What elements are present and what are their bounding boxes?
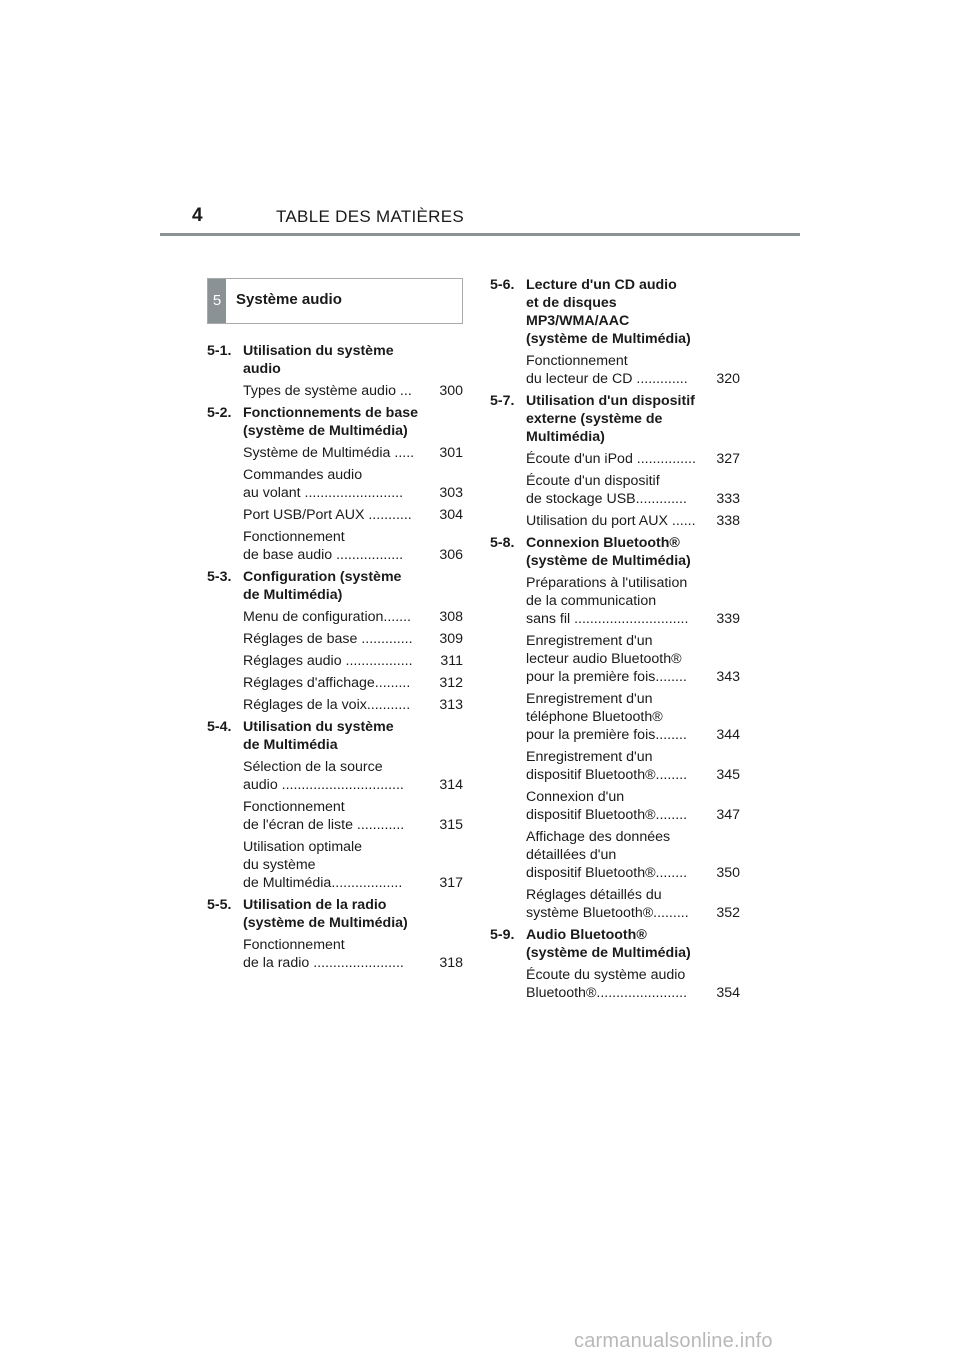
toc-entry-page-number: 300 xyxy=(439,383,463,399)
toc-group xyxy=(207,718,463,892)
toc-entry[interactable] xyxy=(207,798,463,834)
watermark: carmanualsonline.info xyxy=(574,1330,773,1352)
toc-right-column xyxy=(490,276,740,1006)
toc-entry-page-number: 338 xyxy=(716,513,740,529)
toc-entry[interactable] xyxy=(490,472,740,508)
toc-entry-text: Réglages de base ............. xyxy=(243,631,413,647)
toc-entry-text: Affichage des données détaillées d'un dispositif Bluetooth®........ xyxy=(526,829,688,881)
toc-group-heading[interactable] xyxy=(207,896,463,932)
toc-entry-text: Fonctionnement de l'écran de liste ............ xyxy=(243,799,405,833)
toc-entry-page-number: 345 xyxy=(716,767,740,783)
toc-entry[interactable] xyxy=(207,608,463,626)
toc-entry[interactable] xyxy=(490,788,740,824)
toc-entry[interactable] xyxy=(490,574,740,628)
toc-group-number: 5-4. xyxy=(207,719,232,735)
toc-entry[interactable] xyxy=(207,630,463,648)
toc-entry[interactable] xyxy=(490,966,740,1002)
toc-entry-page-number: 347 xyxy=(716,807,740,823)
section-title: Système audio xyxy=(236,291,342,308)
toc-entry-page-number: 304 xyxy=(439,507,463,523)
toc-entry[interactable] xyxy=(490,690,740,744)
page-header xyxy=(160,205,800,237)
toc-entry-page-number: 315 xyxy=(439,817,463,833)
toc-entry-text: Menu de configuration....... xyxy=(243,609,411,625)
toc-group-heading[interactable] xyxy=(207,718,463,754)
section-heading-box xyxy=(207,278,463,324)
toc-group-number: 5-2. xyxy=(207,405,232,421)
toc-group-title: Utilisation du système de Multimédia xyxy=(243,719,394,753)
toc-entry[interactable] xyxy=(207,444,463,462)
toc-entry[interactable] xyxy=(490,828,740,882)
toc-entry[interactable] xyxy=(207,696,463,714)
toc-group-number: 5-5. xyxy=(207,897,232,913)
toc-group-number: 5-6. xyxy=(490,277,515,293)
toc-entry-page-number: 318 xyxy=(439,955,463,971)
toc-entry-text: Préparations à l'utilisation de la communication sans fil ............................. xyxy=(526,575,689,627)
toc-group-heading[interactable] xyxy=(490,926,740,962)
page-number: 4 xyxy=(192,205,203,226)
toc-entry[interactable] xyxy=(207,674,463,692)
toc-group-title: Utilisation de la radio (système de Multimédia) xyxy=(243,897,408,931)
toc-entry-page-number: 352 xyxy=(716,905,740,921)
toc-entry-text: Connexion d'un dispositif Bluetooth®........ xyxy=(526,789,688,823)
toc-group-heading[interactable] xyxy=(490,534,740,570)
toc-group-heading[interactable] xyxy=(490,392,740,446)
toc-entry-page-number: 311 xyxy=(440,653,463,669)
toc-group xyxy=(207,342,463,400)
header-title: TABLE DES MATIÈRES xyxy=(276,207,465,226)
toc-entry-text: Réglages audio ................. xyxy=(243,653,413,669)
header-rule xyxy=(160,233,800,236)
toc-entry-page-number: 306 xyxy=(439,547,463,563)
toc-entry-page-number: 314 xyxy=(439,777,463,793)
toc-entry-page-number: 327 xyxy=(716,451,740,467)
toc-entry[interactable] xyxy=(207,382,463,400)
toc-entry[interactable] xyxy=(207,758,463,794)
toc-entry[interactable] xyxy=(207,528,463,564)
toc-entry[interactable] xyxy=(207,936,463,972)
toc-group xyxy=(490,926,740,1002)
toc-group xyxy=(490,392,740,530)
toc-entry[interactable] xyxy=(490,352,740,388)
toc-entry-page-number: 312 xyxy=(439,675,463,691)
toc-entry-text: Sélection de la source audio ............................... xyxy=(243,759,404,793)
toc-group xyxy=(490,534,740,922)
toc-entry-text: Enregistrement d'un dispositif Bluetooth®........ xyxy=(526,749,688,783)
toc-entry-text: Réglages de la voix........... xyxy=(243,697,411,713)
toc-entry-text: Fonctionnement de la radio ....................... xyxy=(243,937,404,971)
toc-entry[interactable] xyxy=(207,652,463,670)
toc-group-heading[interactable] xyxy=(207,404,463,440)
toc-group xyxy=(490,276,740,388)
toc-entry-page-number: 344 xyxy=(716,727,740,743)
toc-entry-text: Écoute d'un dispositif de stockage USB............. xyxy=(526,473,687,507)
toc-group-title: Configuration (système de Multimédia) xyxy=(243,569,402,603)
toc-entry[interactable] xyxy=(490,886,740,922)
toc-entry-text: Réglages détaillés du système Bluetooth®......... xyxy=(526,887,689,921)
toc-entry-page-number: 343 xyxy=(716,669,740,685)
toc-entry-text: Écoute d'un iPod ............... xyxy=(526,451,696,467)
toc-entry[interactable] xyxy=(490,450,740,468)
toc-group-number: 5-8. xyxy=(490,535,515,551)
toc-entry[interactable] xyxy=(207,838,463,892)
toc-group-heading[interactable] xyxy=(207,568,463,604)
toc-group xyxy=(207,568,463,714)
toc-entry-page-number: 339 xyxy=(716,611,740,627)
toc-entry-page-number: 303 xyxy=(439,485,463,501)
toc-entry-text: Enregistrement d'un lecteur audio Bluetooth® pour la première fois........ xyxy=(526,633,687,685)
toc-entry-text: Enregistrement d'un téléphone Bluetooth® pour la première fois........ xyxy=(526,691,687,743)
toc-entry[interactable] xyxy=(207,506,463,524)
toc-entry-page-number: 309 xyxy=(439,631,463,647)
toc-group-number: 5-9. xyxy=(490,927,515,943)
toc-entry-page-number: 317 xyxy=(439,875,463,891)
toc-entry[interactable] xyxy=(490,632,740,686)
toc-entry-text: Système de Multimédia ..... xyxy=(243,445,415,461)
toc-entry-text: Types de système audio ... xyxy=(243,383,412,399)
toc-left-column xyxy=(207,342,463,976)
toc-group-title: Utilisation d'un dispositif externe (système de Multimédia) xyxy=(526,393,695,445)
toc-entry[interactable] xyxy=(490,748,740,784)
toc-entry-page-number: 301 xyxy=(439,445,463,461)
toc-group xyxy=(207,404,463,564)
toc-entry-text: Utilisation optimale du système de Multimédia.................. xyxy=(243,839,403,891)
section-number: 5 xyxy=(208,279,226,323)
toc-group-title: Lecture d'un CD audio et de disques MP3/WMA/AAC (système de Multimédia) xyxy=(526,277,691,347)
toc-entry-text: Port USB/Port AUX ........... xyxy=(243,507,412,523)
toc-entry-text: Écoute du système audio Bluetooth®....................... xyxy=(526,967,688,1001)
toc-entry-page-number: 320 xyxy=(716,371,740,387)
toc-group-number: 5-1. xyxy=(207,343,232,359)
toc-entry-page-number: 333 xyxy=(716,491,740,507)
toc-entry-page-number: 350 xyxy=(716,865,740,881)
toc-group-number: 5-7. xyxy=(490,393,515,409)
toc-group-number: 5-3. xyxy=(207,569,232,585)
toc-entry-page-number: 308 xyxy=(439,609,463,625)
toc-group-title: Audio Bluetooth® (système de Multimédia) xyxy=(526,927,691,961)
toc-group-heading[interactable] xyxy=(207,342,463,378)
toc-entry-page-number: 354 xyxy=(716,985,740,1001)
toc-entry-text: Utilisation du port AUX ...... xyxy=(526,513,696,529)
toc-entry[interactable] xyxy=(490,512,740,530)
toc-entry-page-number: 313 xyxy=(439,697,463,713)
toc-group xyxy=(207,896,463,972)
toc-entry-text: Fonctionnement du lecteur de CD ............. xyxy=(526,353,688,387)
toc-entry[interactable] xyxy=(207,466,463,502)
toc-group-heading[interactable] xyxy=(490,276,740,348)
toc-group-title: Fonctionnements de base (système de Multimédia) xyxy=(243,405,419,439)
toc-entry-text: Réglages d'affichage......... xyxy=(243,675,411,691)
toc-group-title: Connexion Bluetooth® (système de Multimédia) xyxy=(526,535,691,569)
toc-group-title: Utilisation du système audio xyxy=(243,343,394,377)
toc-entry-text: Fonctionnement de base audio ................. xyxy=(243,529,404,563)
toc-entry-text: Commandes audio au volant ......................... xyxy=(243,467,404,501)
